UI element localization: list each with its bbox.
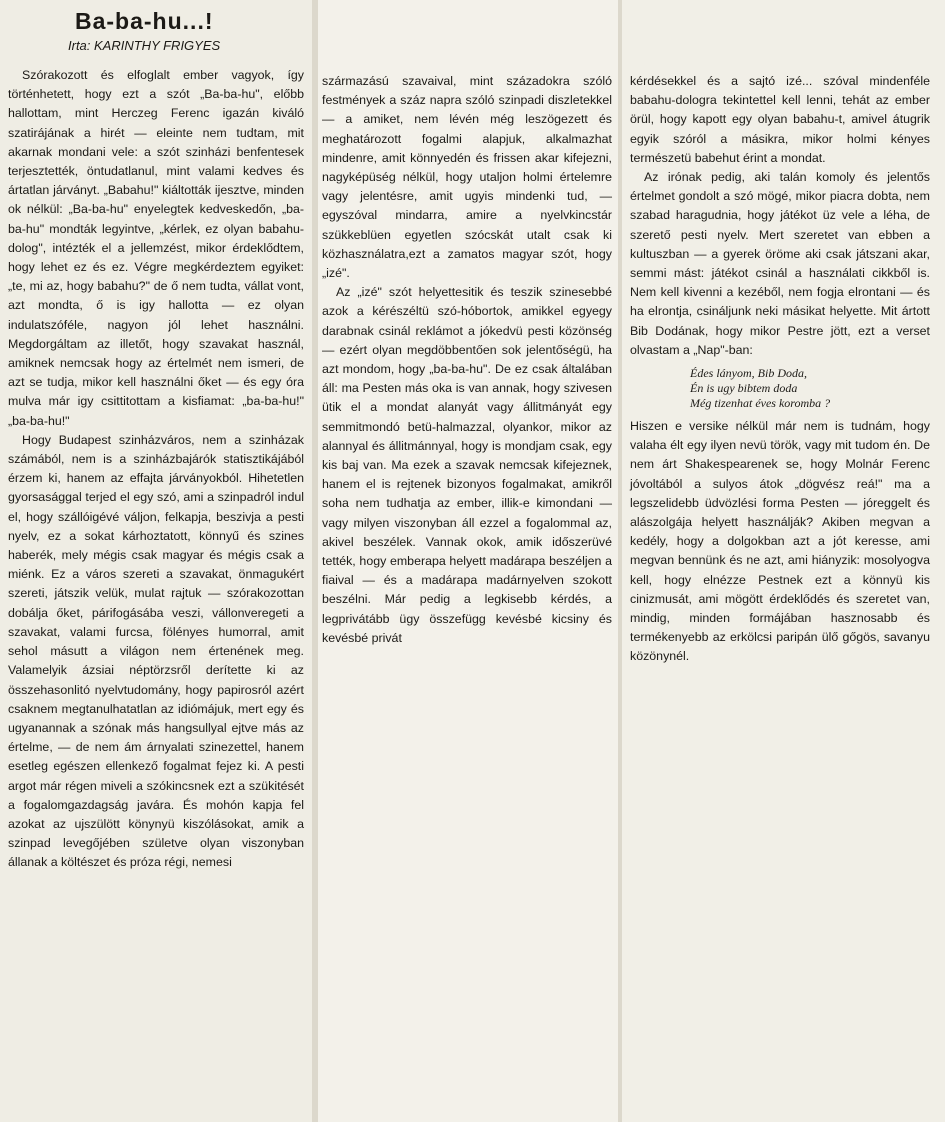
article-title: Ba-ba-hu...! [75, 8, 214, 34]
poem-line: Édes lányom, Bib Doda, [690, 366, 807, 381]
paragraph: kérdésekkel és a sajtó izé... szóval mindenféle babahu-dologra tekintettel kell lenni, tehát az ember örül, hogy kapott egy olyan babahu-t, amivel átugrik egyik szóról a másikra, mikor holmi kényes természetü babehut érint a mondat. [630, 74, 930, 165]
paragraph: Hiszen e versike nélkül már nem is tudnám, hogy valaha élt egy ilyen nevü török, vagy mit tudom én. De nem árt Shakespearenek se, hogy Molnár Ferenc jóvoltából a sulyos átok „dögvész reá!" ma a legszelidebb üdvözlési forma Pesten — jóreggelt és alászolgája helyett használják? Akiben megvan a kedély, hogy a dolgokban azt a jót keresse, ami megvan bennünk és ne azt, ami hiányzik: mosolyogva kell, hogy elnézze Pestnek ezt a könnyü kis cinizmusát, ami mögött érdeklődés és szeretet van, mindig, minden formájában hasznosabb és termékenyebb az erkölcsi paripán ülő gőgös, savanyu közönynél. [630, 419, 930, 664]
paragraph: Az „izé" szót helyettesitik és teszik szinesebbé azok a kérészéltü szó-hóbortok, amikkel egyegy darabnak csinál reklámot a jókedvü pesti közönség — ezért olyan megdöbbentően sok jelentőségü, ha azt mondom, hogy „ba-ba-hu". De ez csak általában áll: ma Pesten más oka is van annak, hogy szivesen ütik el a mondat alanyát vagy állitmányát egy semmitmondó betü-halmazzal, olyankor, mikor az alannyal és állitmánnyal, hogy is mondjam csak, egy kis baj van. Ma ezek a szavak nemcsak kifejeznek, hanem el is rejtenek bizonyos fogalmakat, amikről soha nem tudhatja az ember, illik-e kimondani — vagy milyen viszonyban áll ezzel a fogalommal az, akivel beszélek. Vannak okok, amik időszerüvé tették, hogy emberapa helyett madárapa beszéljen a fiaival — és a madárapa madárnyelven szokott beszélni. Már pedig a legkisebb kérdés, a legprivátább ügy összefügg kevésbé kicsiny és kevésbé privát [322, 285, 612, 645]
column-2 [322, 72, 612, 648]
paragraph: Hogy Budapest szinházváros, nem a szinházak számából, nem is a szinházbajárók statisztikájából érzem ki, hanem az effajta járványokból. Hihetetlen gyorsasággal terjed el egy szó, ami a szinpadról indul el, hogy szállóigévé váljon, felkapja, beszivja a pesti nyelv, ez a sokat kárhoztatott, könnyű és szines haberék, mely mégis csak magyar és mégis csak a miénk. Ez a város szereti a szavakat, önmagukért szereti, játszik velük, mulat rajtuk — szórakozottan dobálja őket, párifogásába veszi, vállonveregeti a szavakat, valami furcsa, fölényes humorral, amit sehol másutt a világon nem értenének meg. Valamelyik ázsiai néptörzsről derítette ki az összehasonlitó nyelvtudomány, hogy papirosról azért csaknem megtanulhatatlan az idiómájuk, mert egy és ugyanannak a szónak más hangsullyal ejtve más az értelme, — de nem ám árnyalati szinezettel, hanem esetleg egészen ellenkező fogalmat fejez ki. A pesti argot már régen miveli a szókincsnek ezt a szükitését a fogalomgazdagság javára. És mohón kapja fel azokat az ujszülött könynyü kiszólásokat, amik a szinpad levegőjében születve olyan viszonyban állanak a költészet és próza régi, nemesi [8, 432, 304, 870]
paragraph: Szórakozott és elfoglalt ember vagyok, így történhetett, hogy ezt a szót „Ba-ba-hu", előbb hallottam, mint Herczeg Ferenc igazán kiváló szatirájának a hirét — eleinte nem tudtam, mit akarnak mondani vele: a szót szinházi benfentesek terjesztették, öntudatlanul, mint valami kedves és ártatlan járványt. „Babahu!" kiáltották ijesztve, minden ok nélkül: „Ba-ba-hu" enyelegtek kedveskedőn, „ba-ba-hu" mondták legyintve, „kérlek, ez olyan babahu-dolog", intézték el a jellemzést, mikor érdeklődtem, hogy lehet ez és ez. Végre megkérdeztem egyiket: „te, mi az, hogy babahu?" de ő nem tudta, vállat vont, azt mondta, ő is igy hallotta — ez olyan indulatszóféle, nagyon jól lehet használni. Megdorgáltam az illetőt, hogy szavakat használ, amiknek nemcsak hogy az értelmét nem ismeri, de azt se tudja, mikor kell használni őket — és egy óra mulva már igy csittitottam a kisfiamat: „ba-ba-hu!" „ba-ba-hu!" [8, 68, 304, 428]
column-1 [8, 66, 304, 873]
article-byline: Irta: KARINTHY FRIGYES [68, 38, 221, 53]
quoted-poem [690, 366, 930, 411]
poem-line: Én is ugy bibtem doda [690, 381, 798, 396]
paragraph: származású szavaival, mint századokra szóló festmények a száz napra szóló szinpadi diszletekkel — a amiket, nem lévén még leszögezett és meghatározott fogalmi alapjuk, alkalmazhat mindenre, amit könnyedén és frissen akar kifejezni, nagyképüség nélkül, hogy utaljon holmi értelemre vagy jelentésre, amit ugyis mindenki tud, — egyszóval mindarra, amire a nyelvkincstár szükkeblüen egyetlen szócskát utalt csak ki közhasználatra,ezt a zamatos magyar szót, hogy „izé". [322, 74, 612, 281]
paragraph: Az irónak pedig, aki talán komoly és jelentős értelmet gondolt a szó mögé, mikor piacra dobta, nem szabad haragudnia, hogy játékot üz vele a léha, de szerető pesti nyelv. Mert szeretet van ebben a kultuszban — a gyerek öröme aki csak játszani akar, semmi mást: játékot csinál a használati cikkből is. Nem kell kivenni a kezéből, nem fogja elrontani — és ha elrontja, csináljunk neki másikat helyette. Mit ártott Bib Dodának, hogy mikor Pestre jött, ezt a verset olvastam a „Nap"-ban: [630, 170, 930, 357]
poem-line: Még tizenhat éves koromba ? [690, 396, 831, 411]
column-3 [630, 72, 930, 667]
